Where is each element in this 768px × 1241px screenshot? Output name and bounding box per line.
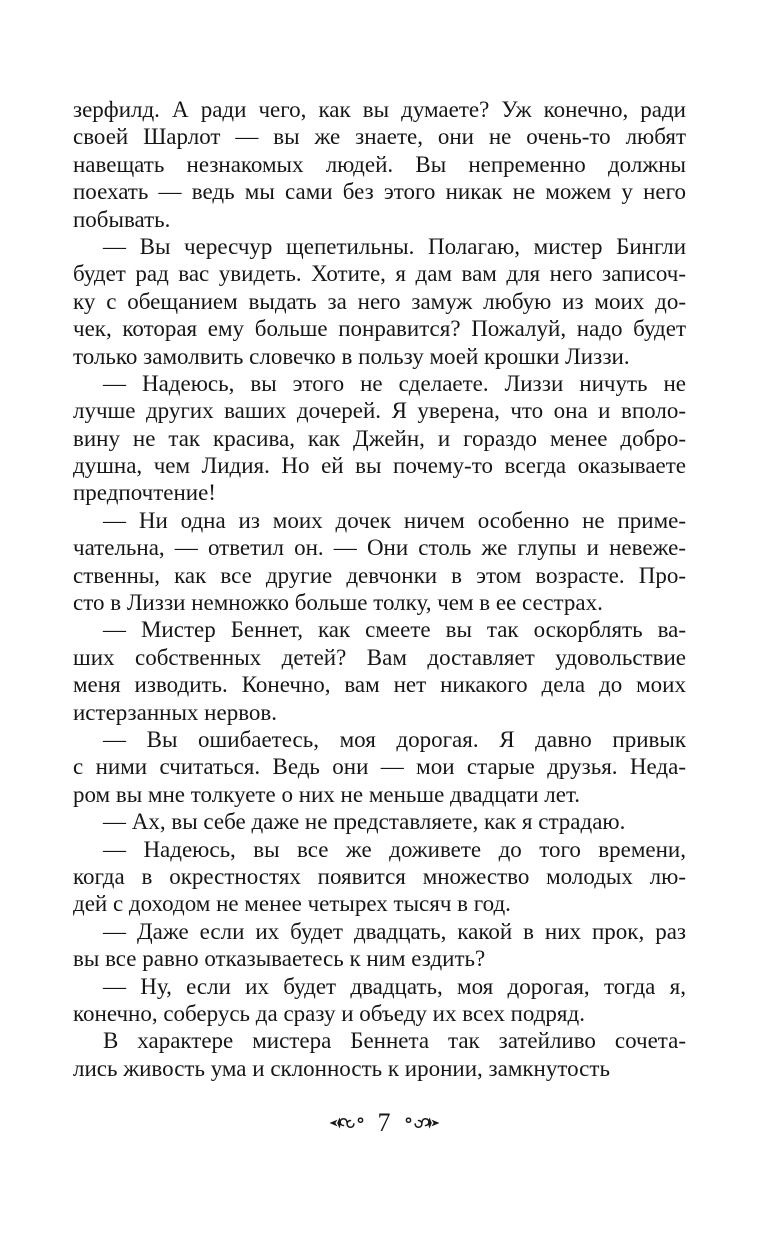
text-line: лучше других ваших дочерей. Я уверена, что она и вполо- <box>73 398 686 424</box>
paragraph <box>73 918 686 973</box>
page-footer <box>0 1106 768 1140</box>
text-line: — Ну, если их будет двадцать, моя дорогая, тогда я, <box>103 973 686 999</box>
text-line: чательна, — ответил он. — Они столь же глупы и невеже- <box>73 535 686 561</box>
paragraph <box>73 233 686 370</box>
text-line: только замолвить словечко в пользу моей крошки Лиззи. <box>73 343 630 369</box>
paragraph <box>73 808 686 835</box>
text-line: поехать — ведь мы сами без этого никак не можем у него <box>73 179 686 205</box>
text-line: меня изводить. Конечно, вам нет никакого дела до моих <box>73 672 686 698</box>
page-text <box>73 96 686 1082</box>
text-line: зерфилд. А ради чего, как вы думаете? Уж конечно, ради <box>73 97 686 122</box>
page-number: 7 <box>377 1108 391 1137</box>
paragraph <box>73 616 686 726</box>
paragraph <box>73 1027 686 1082</box>
text-line: душна, чем Лидия. Но ей вы почему-то всегда оказываете <box>73 453 686 479</box>
text-line: — Ах, вы себе даже не представляете, как я страдаю. <box>103 809 626 835</box>
text-line: вину не так красива, как Джейн, и гораздо менее добро- <box>73 425 686 451</box>
text-line: с ними считаться. Ведь они — мои старые друзья. Неда- <box>73 754 686 780</box>
text-line: ственны, как все другие девчонки в этом возрасте. Про- <box>73 562 686 588</box>
text-line: ших собственных детей? Вам доставляет удовольствие <box>73 644 686 670</box>
text-line: чек, которая ему больше понравится? Пожалуй, надо будет <box>73 316 686 342</box>
text-line: ром вы мне толкуете о них не меньше двадцати лет. <box>73 781 581 807</box>
paragraph <box>73 96 686 233</box>
text-line: будет рад вас увидеть. Хотите, я дам вам для него записоч- <box>73 261 686 287</box>
paragraph <box>73 973 686 1028</box>
text-line: — Мистер Беннет, как смеете вы так оскорблять ва- <box>103 617 686 643</box>
text-line: когда в окрестностях появится множество молодых лю- <box>73 863 686 889</box>
text-line: — Вы чересчур щепетильны. Полагаю, мистер Бингли <box>103 233 686 259</box>
text-line: — Вы ошибаетесь, моя дорогая. Я давно привык <box>103 726 686 752</box>
text-line: предпочтение! <box>73 480 216 506</box>
text-line: сто в Лиззи немножко больше толку, чем в ее сестрах. <box>73 590 603 616</box>
text-line: дей с доходом не менее четырех тысяч в год. <box>73 891 511 917</box>
text-line: — Надеюсь, вы все же доживете до того времени, <box>103 836 686 862</box>
paragraph <box>73 726 686 808</box>
text-line: — Даже если их будет двадцать, какой в них прок, раз <box>103 918 686 944</box>
fleuron-right-icon <box>404 1112 440 1134</box>
paragraph <box>73 507 686 617</box>
text-line: навещать незнакомых людей. Вы непременно должны <box>73 151 686 177</box>
text-line: своей Шарлот — вы же знаете, они не очень-то любят <box>73 124 686 150</box>
text-line: В характере мистера Беннета так затейливо сочета- <box>103 1028 686 1054</box>
text-line: конечно, соберусь да сразу и объеду их всех подряд. <box>73 1000 585 1026</box>
text-line: побывать. <box>73 206 171 232</box>
fleuron-left-icon <box>329 1112 365 1134</box>
paragraph <box>73 836 686 918</box>
text-line: ку с обещанием выдать за него замуж любую из моих до- <box>73 288 686 314</box>
text-line: истерзанных нервов. <box>73 699 278 725</box>
text-line: лись живость ума и склонность к иронии, замкнутость <box>73 1055 610 1081</box>
text-line: — Надеюсь, вы этого не сделаете. Лиззи ничуть не <box>103 370 686 396</box>
paragraph <box>73 370 686 507</box>
text-line: вы все равно отказываетесь к ним ездить? <box>73 946 486 972</box>
text-line: — Ни одна из моих дочек ничем особенно не приме- <box>103 507 686 533</box>
